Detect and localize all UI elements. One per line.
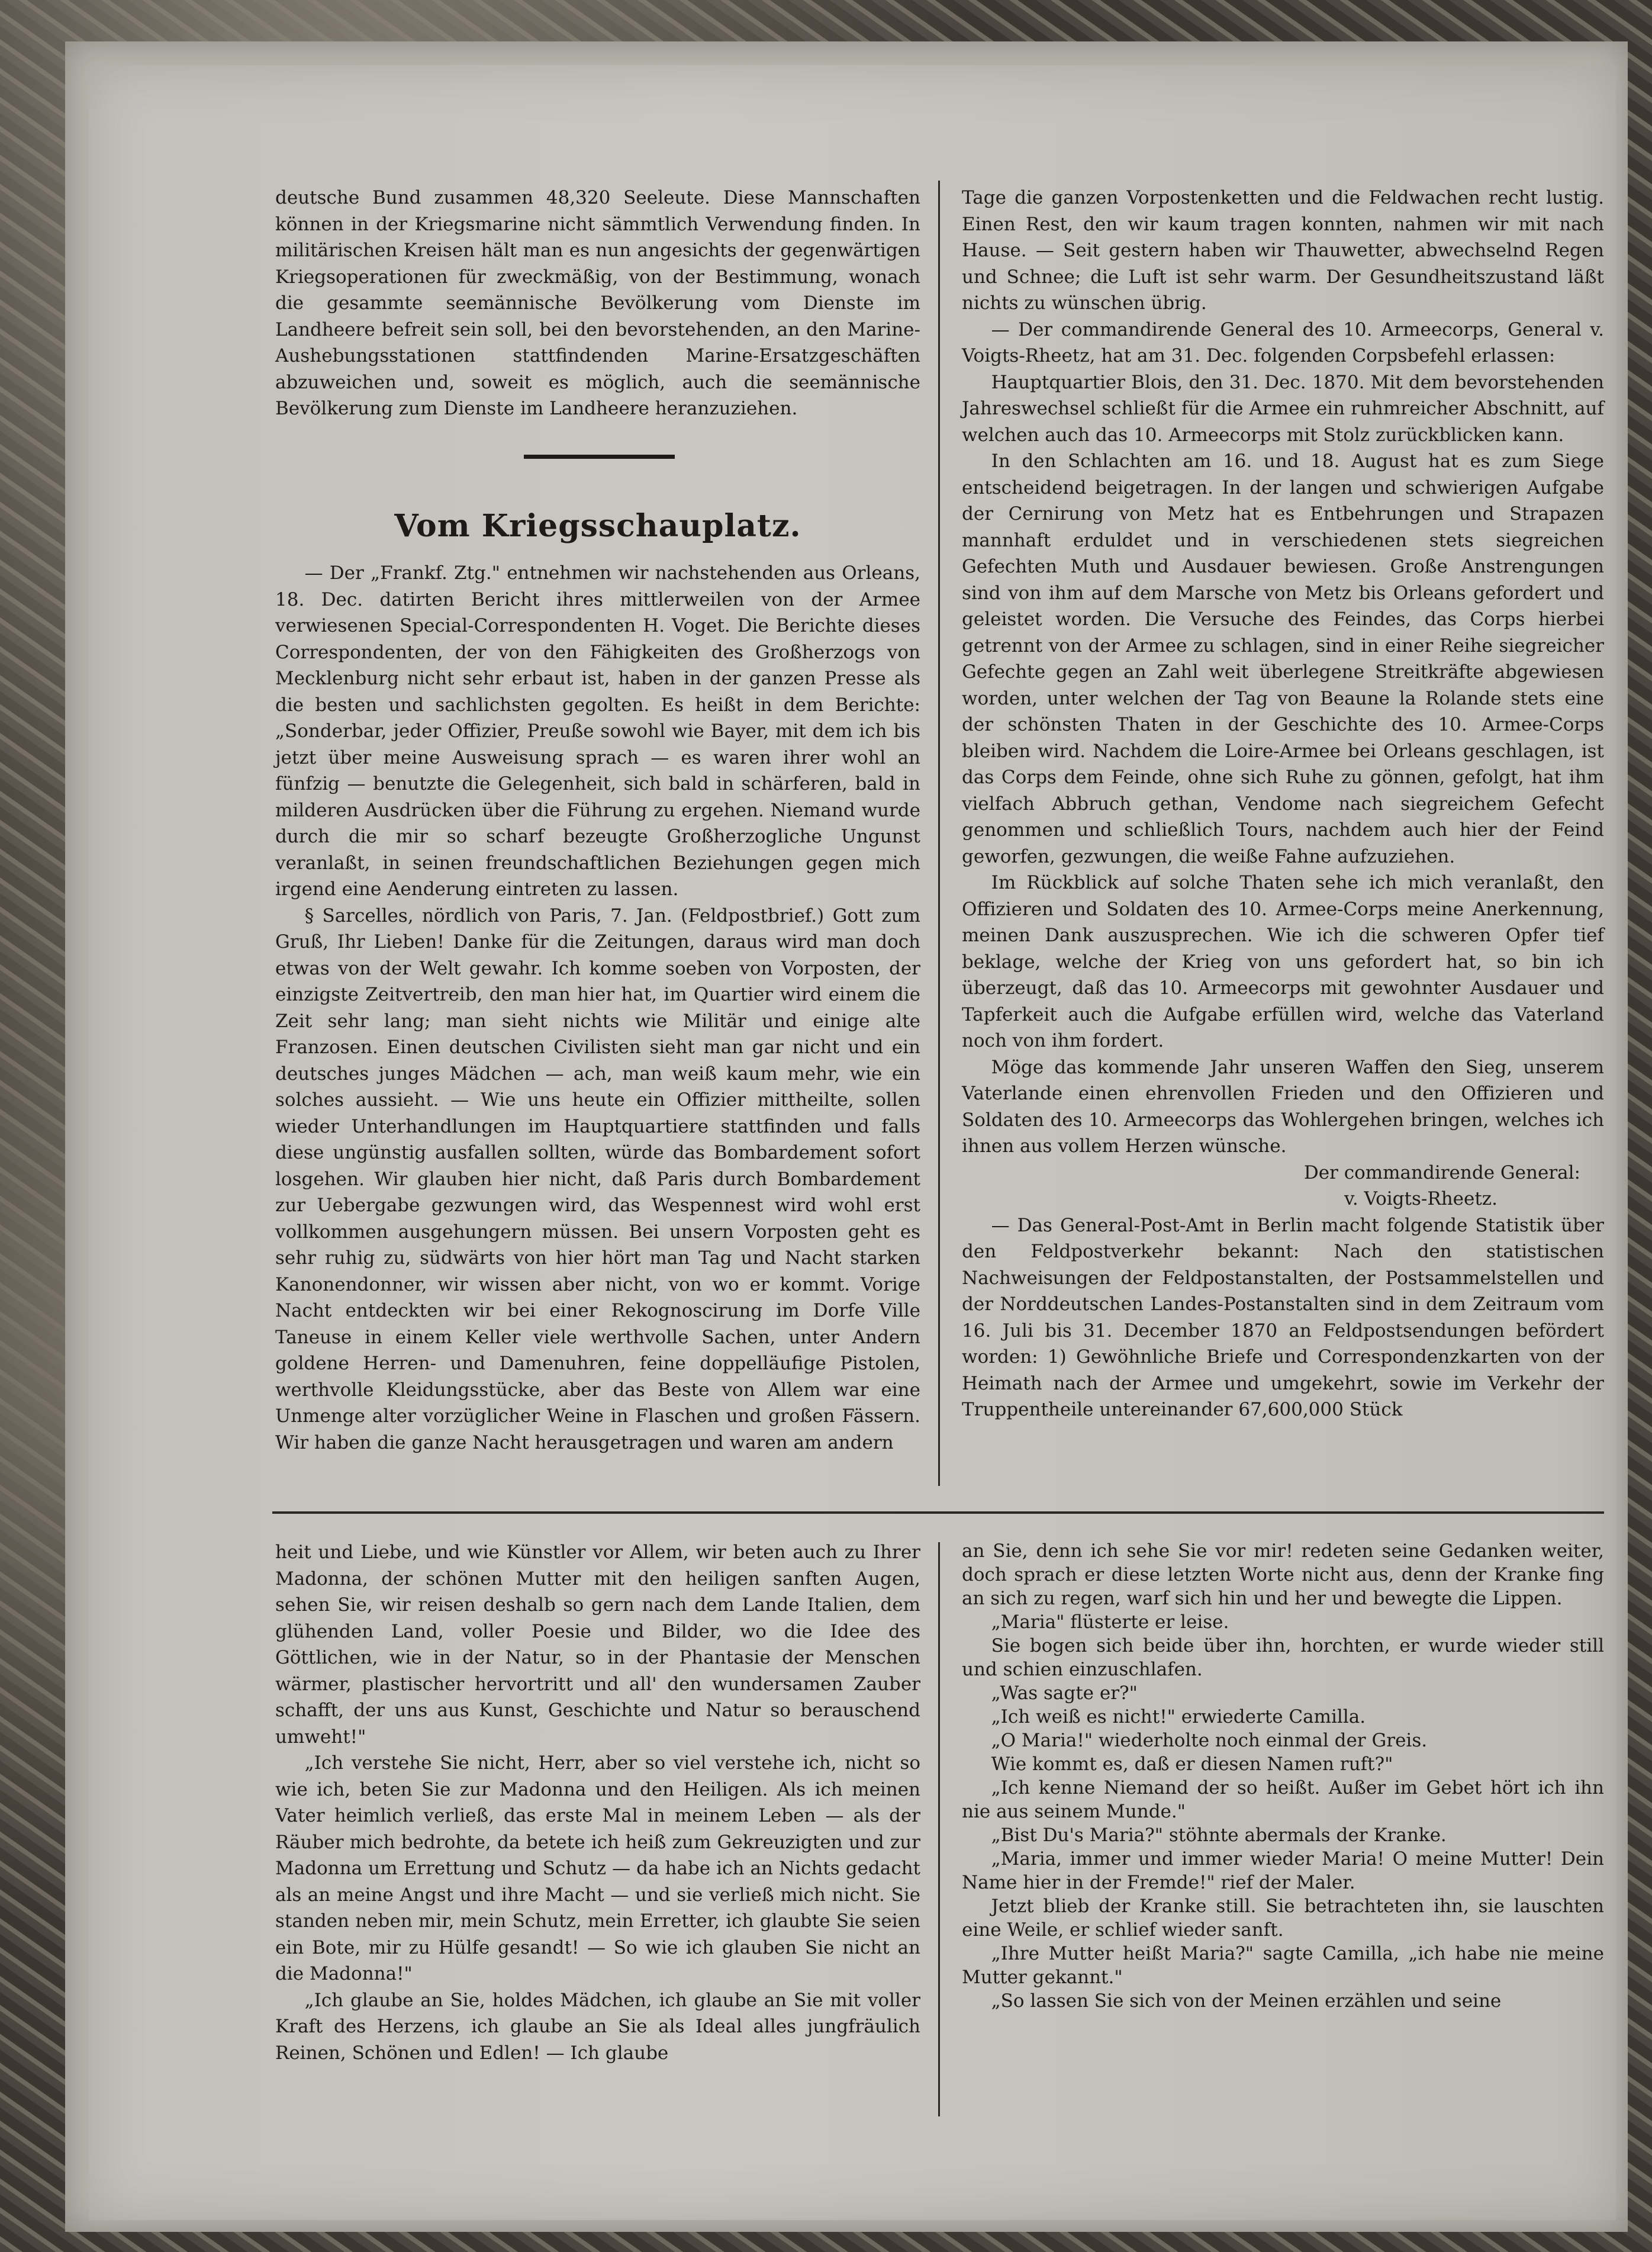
top-left-column-body [275, 560, 920, 1484]
story-paragraph: „Maria" flüsterte er leise. [991, 1611, 1229, 1633]
story-paragraph: „Maria, immer und immer wieder Maria! O meine Mutter! Dein Name hier in der Fremde!" rief der Maler. [962, 1848, 1604, 1893]
article-paragraph: — Der „Frankf. Ztg." entnehmen wir nachstehenden aus Orleans, 18. Dec. datirten Bericht ihres mittlerweilen von der Armee verwiesenen Special-Correspondenten H. Voget. Die Berichte dieses Correspondenten, der von den Fähigkeiten des Großherzogs von Mecklenburg nicht sehr erbaut ist, haben in der ganzen Presse als die besten und sachlichsten gegolten. Es heißt in dem Berichte: „Sonderbar, jeder Offizier, Preuße sowohl wie Bayer, mit dem ich bis jetzt über meine Ausweisung sprach — es waren ihrer wohl an fünfzig — benutzte die Gelegenheit, sich bald in schärferen, bald in milderen Ausdrücken über die Führung zu ergehen. Niemand wurde durch die mir so scharf bezeugte Großherzogliche Ungunst veranlaßt, in seinen freundschaftlichen Beziehungen gegen mich irgend eine Aenderung eintreten zu lassen. [275, 562, 920, 900]
article-paragraph: § Sarcelles, nördlich von Paris, 7. Jan. (Feldpostbrief.) Gott zum Gruß, Ihr Lieben! Danke für die Zeitungen, daraus wird man doch etwas von der Welt gewahr. Ich komme soeben von Vorposten, der einzigste Zeitvertreib, den man hier hat, im Quartier wird einem die Zeit sehr lang; man sieht nichts wie Militär und einige alte Franzosen. Einen deutschen Civilisten sieht man gar nicht und ein deutsches junges Mädchen — ach, man weiß kaum mehr, wie ein solches aussieht. — Wie uns heute ein Offizier mittheilte, sollen wieder Unterhandlungen im Hauptquartiere stattfinden und falls diese ungünstig ausfallen sollten, würde das Bombardement sofort losgehen. Wir glauben hier nicht, daß Paris durch Bombardement zur Uebergabe gezwungen wird, das Wespennest wird wohl erst vollkommen ausgehungern müssen. Bei unsern Vorposten geht es sehr ruhig zu, südwärts von hier hört man Tag und Nacht starken Kanonendonner, wir wissen aber nicht, von wo er kommt. Vorige Nacht entdeckten wir bei einer Rekognoscirung im Dorfe Ville Taneuse in einem Keller viele werthvolle Sachen, unter Andern goldene Herren- und Damenuhren, feine doppelläufige Pistolen, werthvolle Kleidungsstücke, aber das Beste von Allem war eine Unmenge alter vorzüglicher Weine in Flaschen und großen Fässern. Wir haben die ganze Nacht herausgetragen und waren am andern [275, 905, 920, 1453]
story-paragraph: „O Maria!" wiederholte noch einmal der Greis. [991, 1730, 1428, 1751]
article-paragraph: deutsche Bund zusammen 48,320 Seeleute. Diese Mannschaften können in der Kriegsmarine nicht sämmtlich Verwendung finden. In militärischen Kreisen hält man es nun angesichts der gegenwärtigen Kriegsoperationen für zweckmäßig, von der Bestimmung, wonach die gesammte seemännische Bevölkerung vom Dienste im Landheere befreit sein soll, bei den bevorstehenden, an den Marine-Aushebungsstationen stattfindenden Marine-Ersatzgeschäften abzuweichen und, soweit es möglich, auch die seemännische Bevölkerung zum Dienste im Landheere heranzuziehen. [275, 187, 920, 419]
bottom-left-column [275, 1539, 920, 2131]
story-paragraph: an Sie, denn ich sehe Sie vor mir! redeten seine Gedanken weiter, doch sprach er diese letzten Worte nicht aus, denn der Kranke fing an sich zu regen, warf sich hin und her und bewegte die Lippen. [962, 1540, 1604, 1609]
article-paragraph: Hauptquartier Blois, den 31. Dec. 1870. Mit dem bevorstehenden Jahreswechsel schließt für die Armee ein ruhmreicher Abschnitt, auf welchen auch das 10. Armeecorps mit Stolz zurückblicken kann. [962, 371, 1604, 446]
article-paragraph: — Das General-Post-Amt in Berlin macht folgende Statistik über den Feldpostverkehr bekannt: Nach den statistischen Nachweisungen der Feldpostanstalten, der Postsammelstellen und der Norddeutschen Landes-Postanstalten sind in dem Zeitraum vom 16. Juli bis 31. December 1870 an Feldpostsendungen befördert worden: 1) Gewöhnliche Briefe und Correspondenzkarten von der Heimath nach der Armee und umgekehrt, sowie im Verkehr der Truppentheile untereinander 67,600,000 Stück [962, 1214, 1604, 1420]
signature-title: Der commandirende General: [1303, 1162, 1580, 1183]
article-paragraph: Im Rückblick auf solche Thaten sehe ich mich veranlaßt, den Offizieren und Soldaten des 10. Armee-Corps meine Anerkennung, meinen Dank auszusprechen. Wie ich die schweren Opfer tief beklage, welche der Krieg von uns gefordert hat, so bin ich überzeugt, daß das 10. Armeecorps mit gewohnter Ausdauer und Tapferkeit auch die Aufgabe erfüllen wird, welche das Vaterland noch von ihm fordert. [962, 872, 1604, 1051]
column-rule [938, 1542, 940, 2116]
column-rule [938, 181, 940, 1486]
signature-name: v. Voigts-Rheetz. [1344, 1188, 1498, 1209]
bottom-right-column [962, 1539, 1604, 2131]
story-paragraph: Jetzt blieb der Kranke still. Sie betrachteten ihn, sie lauschten eine Weile, er schlief wieder sanft. [962, 1896, 1604, 1941]
feuilleton-divider [272, 1511, 1604, 1514]
story-paragraph: Wie kommt es, daß er diesen Namen ruft?" [991, 1754, 1393, 1775]
article-paragraph: Tage die ganzen Vorpostenketten und die Feldwachen recht lustig. Einen Rest, den wir kaum tragen konnten, nahmen wir mit nach Hause. — Seit gestern haben wir Thauwetter, abwechselnd Regen und Schnee; die Luft ist sehr warm. Der Gesundheitszustand läßt nichts zu wünschen übrig. [962, 187, 1604, 314]
section-divider [524, 455, 675, 459]
article-paragraph: Möge das kommende Jahr unseren Waffen den Sieg, unserem Vaterlande einen ehrenvollen Frieden und den Offizieren und Soldaten des 10. Armeecorps das Wohlergehen bringen, welches ich ihnen aus vollem Herzen wünsche. [962, 1056, 1604, 1157]
section-heading: Vom Kriegsschauplatz. [394, 508, 801, 544]
top-right-column [962, 185, 1604, 1487]
story-paragraph: „Ich verstehe Sie nicht, Herr, aber so viel verstehe ich, nicht so wie ich, beten Sie zur Madonna und den Heiligen. Als ich meinen Vater heimlich verließ, das erste Mal in meinem Leben — als der Räuber mich bedrohte, da betete ich heiß zum Gekreuzigten und zur Madonna um Errettung und Schutz — da habe ich an Nichts gedacht als an meine Angst und ihre Macht — und sie verließ mich nicht. Sie standen neben mir, mein Schutz, mein Erretter, ich glaubte Sie seien ein Bote, mir zu Hülfe gesandt! — So wie ich glauben Sie nicht an die Madonna!" [275, 1752, 920, 1984]
story-paragraph: heit und Liebe, und wie Künstler vor Allem, wir beten auch zu Ihrer Madonna, der schönen Mutter mit den heiligen sanften Augen, sehen Sie, wir reisen deshalb so gern nach dem Lande Italien, dem glühenden Land, voller Poesie und Bilder, wo die Idee des Göttlichen, wie in der Natur, so in der Phantasie der Menschen wärmer, plastischer hervortritt und all' den wundersamen Zauber schafft, der uns aus Kunst, Geschichte und Natur so berauschend umweht!" [275, 1542, 920, 1748]
story-paragraph: „Ich weiß es nicht!" erwiederte Camilla. [991, 1706, 1366, 1727]
story-paragraph: „Ihre Mutter heißt Maria?" sagte Camilla, „ich habe nie meine Mutter gekannt." [962, 1943, 1604, 1988]
article-paragraph: In den Schlachten am 16. und 18. August hat es zum Siege entscheidend beigetragen. In der langen und schwierigen Aufgabe der Cernirung von Metz hat es Entbehrungen und Strapazen mannhaft erduldet und in verschiedenen stets siegreichen Gefechten Muth und Ausdauer bewiesen. Große Anstrengungen sind von ihm auf dem Marsche von Metz bis Orleans gefordert und geleistet worden. Die Versuche des Feindes, das Corps hierbei getrennt von der Armee zu schlagen, sind in einer Reihe siegreicher Gefechte gegen an Zahl weit überlegene Streitkräfte abgewiesen worden, unter welchen der Tag von Beaune la Rolande stets eine der schönsten Thaten in der Geschichte des 10. Armee-Corps bleiben wird. Nachdem die Loire-Armee bei Orleans geschlagen, ist das Corps dem Feinde, ohne sich Ruhe zu gönnen, gefolgt, hat ihm vielfach Abbruch gethan, Vendome nach siegreichem Gefecht genommen und schließlich Tours, nachdem auch hier der Feind geworfen, gezwungen, die weiße Fahne aufzuziehen. [962, 451, 1604, 867]
story-paragraph: „Was sagte er?" [991, 1682, 1138, 1704]
story-paragraph: „Bist Du's Maria?" stöhnte abermals der Kranke. [991, 1825, 1447, 1846]
story-paragraph: Sie bogen sich beide über ihn, horchten, er wurde wieder still und schien einzuschlafen. [962, 1635, 1604, 1680]
story-paragraph: „So lassen Sie sich von der Meinen erzählen und seine [991, 1990, 1502, 2012]
article-paragraph: — Der commandirende General des 10. Armeecorps, General v. Voigts-Rheetz, hat am 31. Dec. folgenden Corpsbefehl erlassen: [962, 319, 1604, 366]
story-paragraph: „Ich glaube an Sie, holdes Mädchen, ich glaube an Sie mit voller Kraft des Herzens, ich glaube an Sie als Ideal alles jungfräulich Reinen, Schönen und Edlen! — Ich glaube [275, 1989, 920, 2064]
top-left-column [275, 185, 920, 451]
story-paragraph: „Ich kenne Niemand der so heißt. Außer im Gebet hört ich ihn nie aus seinem Munde." [962, 1777, 1604, 1822]
